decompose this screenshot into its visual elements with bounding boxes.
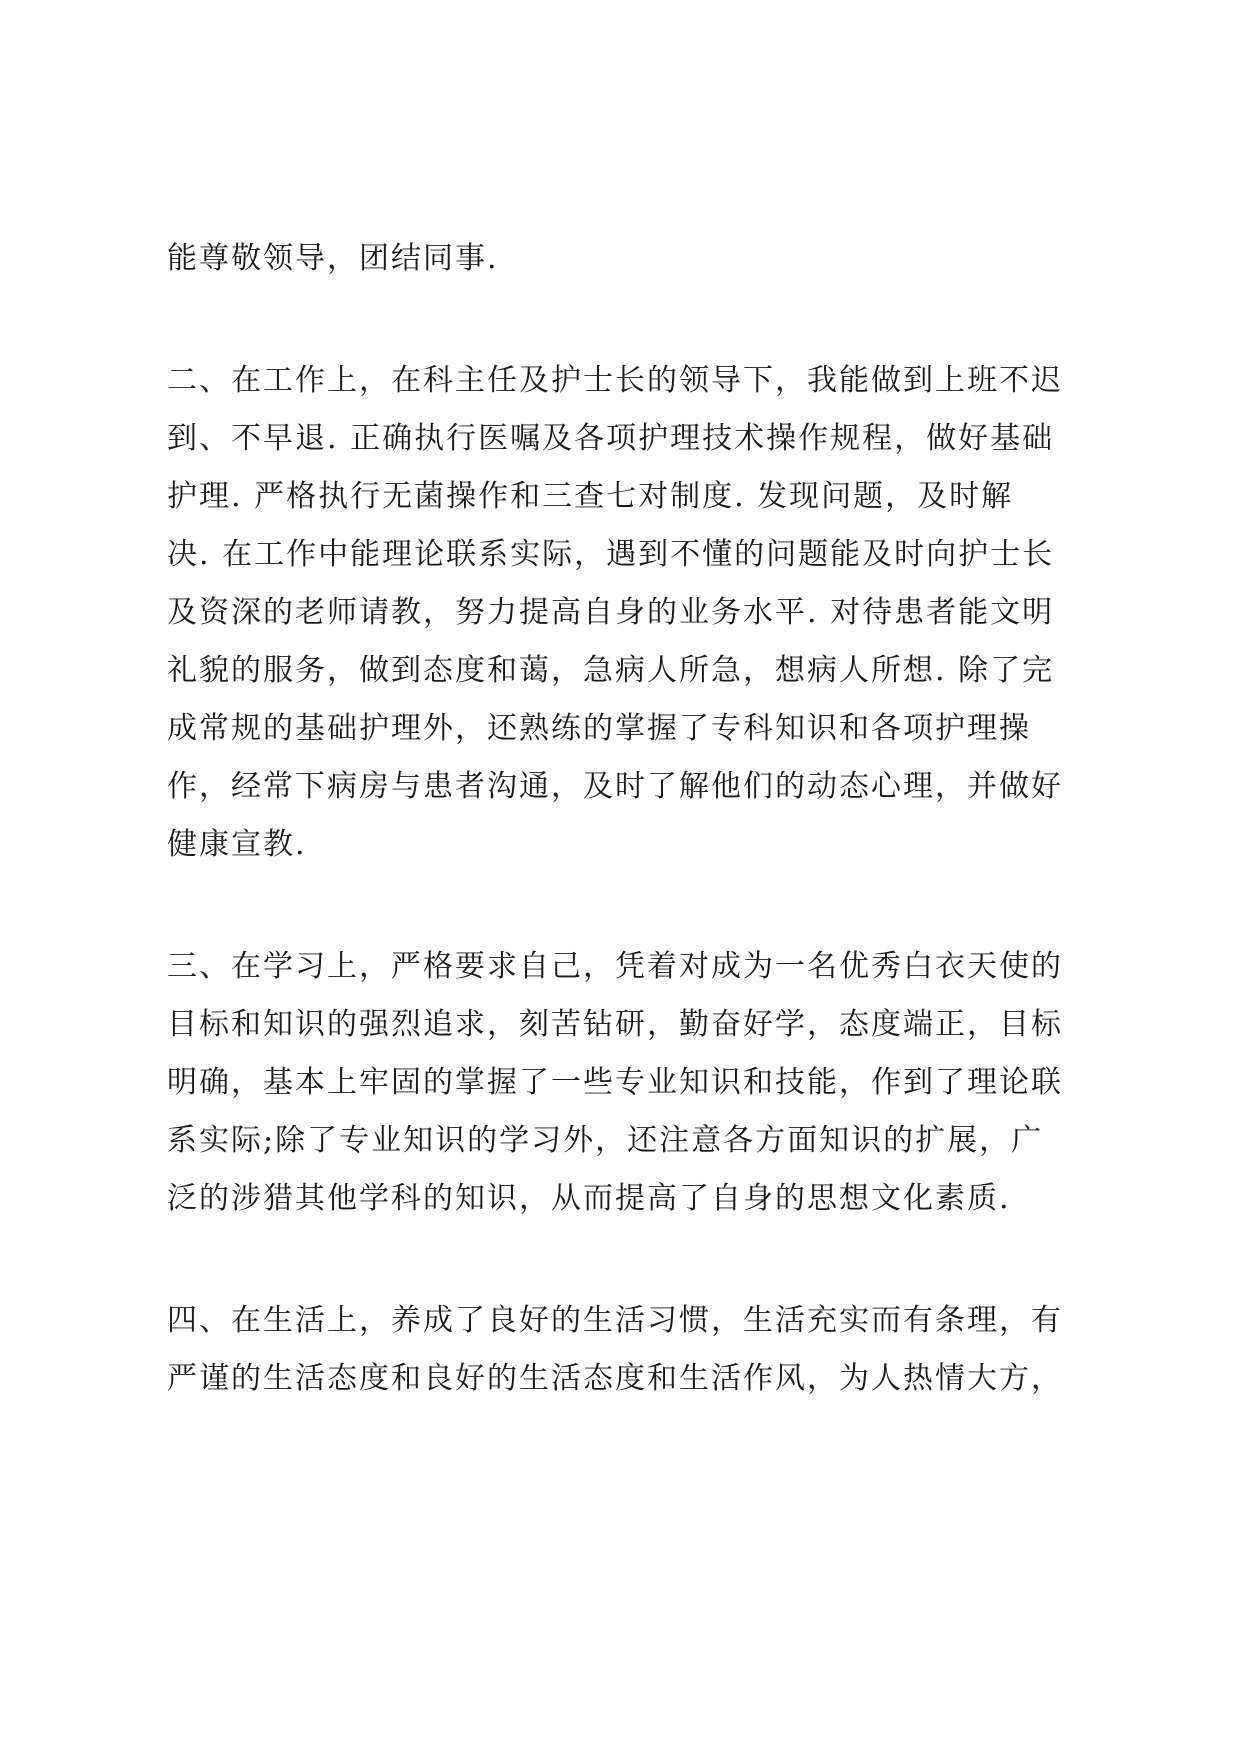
- text-line: 护理. 严格执行无菌操作和三查七对制度. 发现问题，及时解: [167, 479, 1014, 514]
- paragraph-study: [167, 938, 1097, 1228]
- text-line: 明确，基本上牢固的掌握了一些专业知识和技能，作到了理论联: [167, 1065, 1063, 1100]
- text-line: 作，经常下病房与患者沟通，及时了解他们的动态心理，并做好: [167, 769, 1063, 804]
- text-line: 四、在生活上，养成了良好的生活习惯，生活充实而有条理，有: [167, 1303, 1063, 1338]
- text-line: 能尊敬领导，团结同事.: [167, 241, 499, 276]
- text-line: 及资深的老师请教，努力提高自身的业务水平. 对待患者能文明: [167, 595, 1055, 630]
- text-line: 二、在工作上，在科主任及护士长的领导下，我能做到上班不迟: [167, 363, 1063, 398]
- text-line: 目标和知识的强烈追求，刻苦钻研，勤奋好学，态度端正，目标: [167, 1007, 1063, 1042]
- text-line: 到、不早退. 正确执行医嘱及各项护理技术操作规程，做好基础: [167, 421, 1055, 456]
- paragraph-closing-line: [167, 230, 1097, 288]
- text-line: 健康宣教.: [167, 827, 307, 862]
- text-line: 三、在学习上，严格要求自己，凭着对成为一名优秀白衣天使的: [167, 949, 1063, 984]
- text-line: 成常规的基础护理外，还熟练的掌握了专科知识和各项护理操: [167, 711, 1031, 746]
- text-line: 决. 在工作中能理论联系实际，遇到不懂的问题能及时向护士长: [167, 537, 1055, 572]
- paragraph-gap: [167, 288, 1097, 352]
- paragraph-gap: [167, 874, 1097, 938]
- document-body: [167, 230, 1097, 1408]
- paragraph-work: [167, 352, 1097, 874]
- paragraph-life: [167, 1292, 1097, 1408]
- paragraph-gap: [167, 1228, 1097, 1292]
- text-line: 严谨的生活态度和良好的生活态度和生活作风，为人热情大方，: [167, 1361, 1063, 1396]
- text-line: 系实际;除了专业知识的学习外，还注意各方面知识的扩展，广: [167, 1123, 1044, 1158]
- text-line: 泛的涉猎其他学科的知识，从而提高了自身的思想文化素质.: [167, 1181, 1011, 1216]
- text-line: 礼貌的服务，做到态度和蔼，急病人所急，想病人所想. 除了完: [167, 653, 1055, 688]
